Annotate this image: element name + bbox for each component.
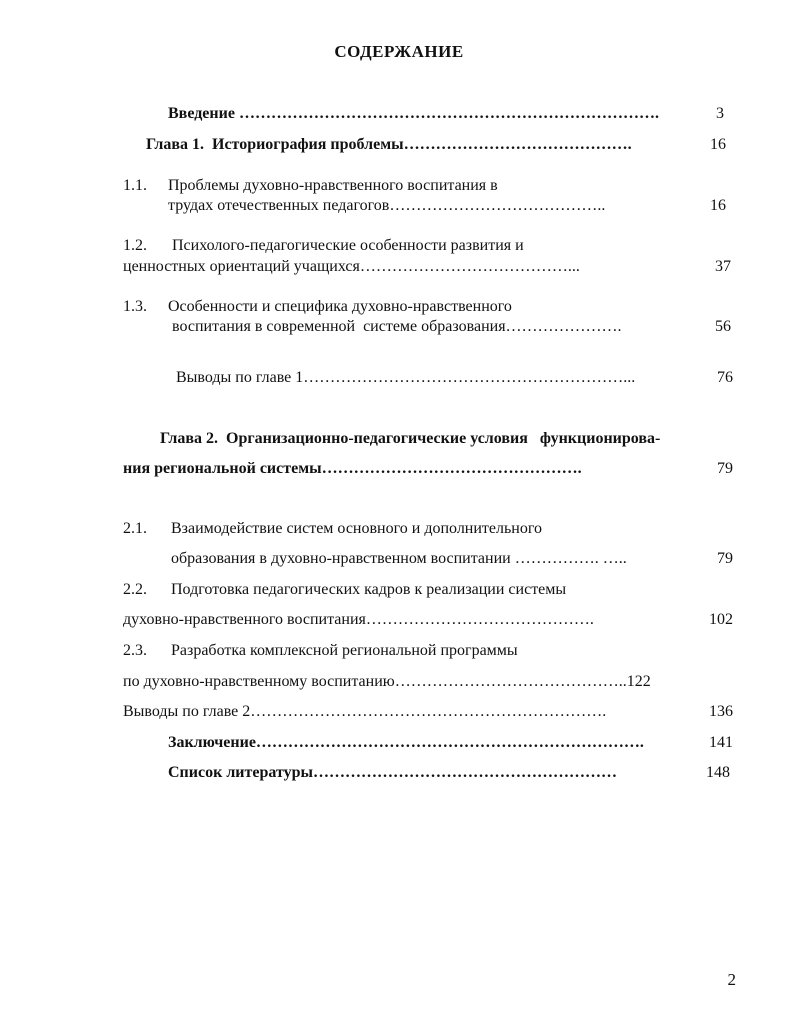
toc-chapter2-conclusions-label: Выводы по главе 2…………………………………………………………. (123, 703, 607, 720)
toc-section-1-3-line2: воспитания в современной системе образования…………………. (172, 318, 622, 335)
toc-section-1-3-page: 56 (715, 318, 731, 335)
toc-chapter2-page: 79 (717, 460, 733, 477)
toc-chapter2-line2: ния региональной системы…………………………………………. (123, 460, 582, 477)
toc-chapter1-label: Глава 1. Историография проблемы……………………………………. (146, 136, 632, 153)
toc-chapter2-conclusions-page: 136 (709, 703, 733, 720)
toc-section-1-1-line1: Проблемы духовно-нравственного воспитания в (168, 177, 498, 194)
toc-bibliography-page: 148 (706, 764, 730, 781)
toc-section-1-2-number: 1.2. (123, 237, 147, 254)
toc-section-1-2-page: 37 (715, 258, 731, 275)
toc-intro-page: 3 (716, 105, 724, 122)
toc-section-2-3-line2: по духовно-нравственному воспитанию……………………………………..122 (123, 673, 651, 690)
toc-section-1-2-line2: ценностных ориентаций учащихся…………………………………... (123, 258, 580, 275)
toc-section-2-3-line1: Разработка комплексной региональной программы (171, 642, 518, 659)
toc-section-1-1-line2: трудах отечественных педагогов………………………………….. (168, 197, 606, 214)
toc-section-2-2-number: 2.2. (123, 581, 147, 598)
toc-bibliography-label: Список литературы………………………………………………… (168, 764, 617, 781)
toc-section-1-2-line1: Психолого-педагогические особенности развития и (172, 237, 524, 254)
toc-section-2-2-line1: Подготовка педагогических кадров к реализации системы (171, 581, 567, 598)
toc-section-1-3-line1: Особенности и специфика духовно-нравственного (168, 298, 512, 315)
toc-chapter1-conclusions-page: 76 (717, 369, 733, 386)
toc-conclusion-label: Заключение………………………………………………………………. (168, 734, 644, 751)
toc-section-2-2-page: 102 (709, 611, 733, 628)
page-number: 2 (727, 970, 736, 989)
toc-section-1-1-number: 1.1. (123, 177, 147, 194)
toc-chapter2-line1: Глава 2. Организационно-педагогические условия функционирова- (160, 430, 661, 447)
toc-section-2-1-page: 79 (717, 550, 733, 567)
toc-section-2-1-line2: образования в духовно-нравственном воспитании ……………. ….. (171, 550, 627, 567)
toc-section-2-3-number: 2.3. (123, 642, 147, 659)
toc-section-1-3-number: 1.3. (123, 298, 147, 315)
toc-section-1-1-page: 16 (710, 197, 726, 214)
toc-section-2-1-line1: Взаимодействие систем основного и дополнительного (171, 520, 543, 537)
page-title: СОДЕРЖАНИЕ (334, 42, 464, 61)
toc-conclusion-page: 141 (709, 734, 733, 751)
toc-chapter1-conclusions-label: Выводы по главе 1……………………………………………………... (176, 369, 636, 386)
toc-intro-label: Введение ……………………………………………………………………. (168, 105, 659, 122)
toc-section-2-1-number: 2.1. (123, 520, 147, 537)
toc-chapter1-page: 16 (710, 136, 726, 153)
toc-section-2-2-line2: духовно-нравственного воспитания……………………………………. (123, 611, 594, 628)
